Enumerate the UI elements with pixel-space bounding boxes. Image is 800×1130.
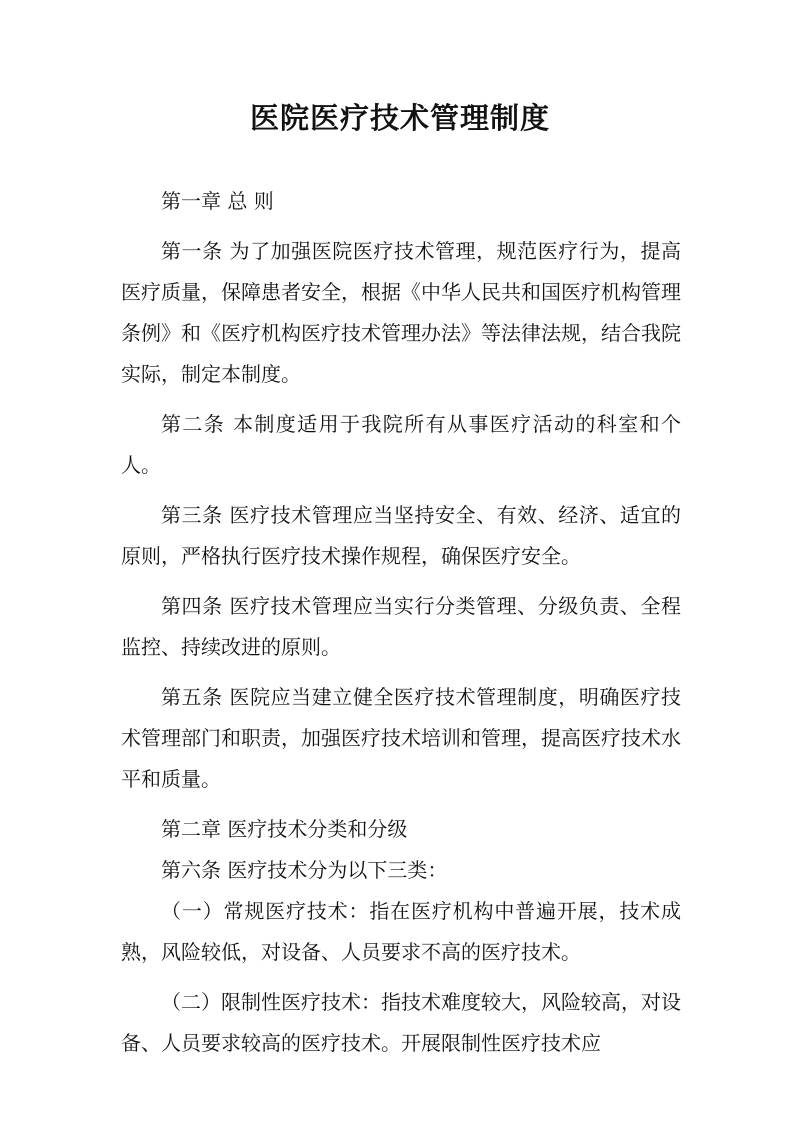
- article-paragraph: 第六条 医疗技术分为以下三类：: [161, 858, 448, 882]
- document-body: [121, 181, 681, 1064]
- article-paragraph: 第五条 医院应当建立健全医疗技术管理制度，明确医疗技术管理部门和职责，加强医疗技术培训和管理，提高医疗技术水平和质量。: [121, 685, 681, 791]
- list-item-paragraph: （一）常规医疗技术：指在医疗机构中普遍开展，技术成熟，风险较低，对设备、人员要求不高的医疗技术。: [121, 899, 681, 964]
- document-title: 医院医疗技术管理制度: [249, 101, 550, 135]
- list-item-paragraph: （二）限制性医疗技术：指技术难度较大，风险较高，对设备、人员要求较高的医疗技术。开展限制性医疗技术应: [121, 990, 681, 1055]
- article-paragraph: 第二条 本制度适用于我院所有从事医疗活动的科室和个人。: [121, 412, 681, 477]
- article-paragraph: 第三条 医疗技术管理应当坚持安全、有效、经济、适宜的原则，严格执行医疗技术操作规程，确保医疗安全。: [121, 503, 681, 568]
- article-paragraph: 第四条 医疗技术管理应当实行分类管理、分级负责、全程监控、持续改进的原则。: [121, 594, 681, 659]
- article-paragraph: 第一条 为了加强医院医疗技术管理，规范医疗行为，提高医疗质量，保障患者安全，根据《中华人民共和国医疗机构管理条例》和《医疗机构医疗技术管理办法》等法律法规，结合我院实际，制定本制度。: [121, 239, 681, 386]
- chapter-heading: 第一章 总 则: [161, 189, 274, 213]
- chapter-heading: 第二章 医疗技术分类和分级: [161, 817, 408, 841]
